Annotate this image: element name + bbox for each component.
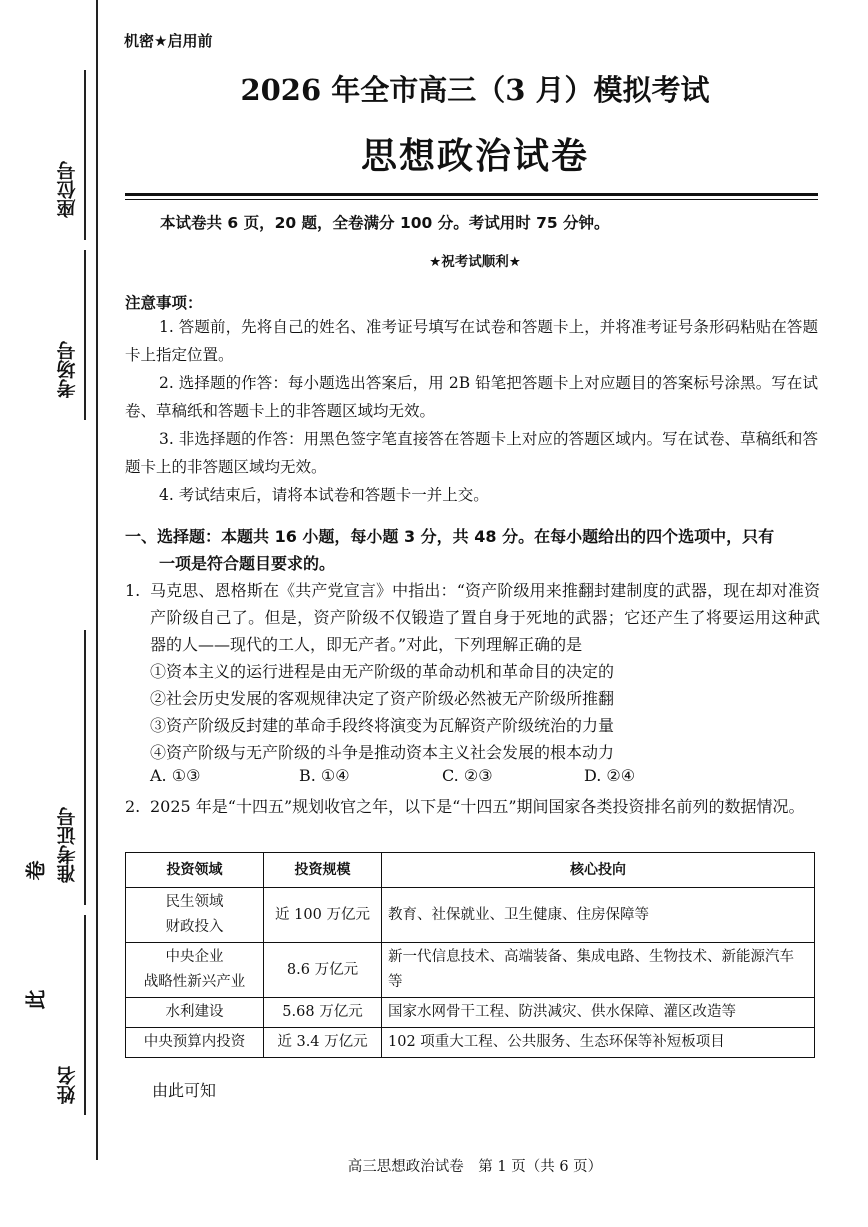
seal-char-ci: 此 [23,989,48,1010]
table-cell-field [126,888,264,943]
question-number: 2. [125,797,141,816]
seal-char-juan: 卷 [23,860,48,881]
field-line: 战略性新兴产业 [143,974,246,990]
confidential-mark: 机密★启用前 [124,32,213,50]
question-2 [125,793,820,820]
seat-number-label: 座位号 [56,161,79,219]
note-item: 2. 选择题的作答：每小题选出答案后，用 2B 铅笔把答题卡上对应题目的答案标号涂黑。写在试卷、草稿纸和答题卡上的非答题区域均无效。 [125,374,818,420]
question-conclusion: 由此可知 [152,1081,217,1100]
table-cell-scale: 8.6 万亿元 [264,943,382,998]
question-number: 1. [125,581,141,600]
exam-title: 2026 年全市高三（3 月）模拟考试 [240,73,710,107]
exam-info: 本试卷共 6 页，20 题，全卷满分 100 分。考试用时 75 分钟。 [160,214,610,232]
table-cell-field: 水利建设 [126,998,264,1028]
good-luck-line: ★祝考试顺利★ [429,254,521,270]
statement-4: ④资产阶级与无产阶级的斗争是推动资本主义社会发展的根本动力 [150,743,615,762]
section-heading-line2: 一项是符合题目要求的。 [159,554,336,573]
option-d: D. ②④ [584,766,636,785]
name-blank [84,915,86,1115]
statement-1: ①资本主义的运行进程是由无产阶级的革命动机和革命目的决定的 [150,662,615,681]
table-cell-focus: 102 项重大工程、公共服务、生态环保等补短板项目 [382,1028,815,1058]
investment-table [125,852,815,1058]
table-header: 投资规模 [264,853,382,888]
section-heading [125,523,820,577]
table-row [126,1028,815,1058]
header-rule-thin [125,199,818,200]
table-cell-scale: 近 3.4 万亿元 [264,1028,382,1058]
table-cell-field [126,943,264,998]
option-a: A. ①③ [150,766,201,785]
option-c: C. ②③ [442,766,493,785]
note-item: 4. 考试结束后，请将本试卷和答题卡一并上交。 [159,486,489,504]
question-1 [125,577,820,658]
binding-line [96,0,98,1160]
exam-room-label: 考场号 [56,341,79,399]
table-cell-field: 中央预算内投资 [126,1028,264,1058]
table-cell-scale: 5.68 万亿元 [264,998,382,1028]
section-heading-line1: 一、选择题：本题共 16 小题，每小题 3 分，共 48 分。在每小题给出的四个选项中，只有 [125,527,775,546]
note-item: 1. 答题前，先将自己的姓名、准考证号填写在试卷和答题卡上，并将准考证号条形码粘贴在答题卡上指定位置。 [125,318,818,364]
table-header: 核心投向 [382,853,815,888]
option-b: B. ①④ [299,766,350,785]
seat-number-blank [84,70,86,240]
exam-room-blank [84,250,86,420]
note-item: 3. 非选择题的作答：用黑色签字笔直接答在答题卡上对应的答题区域内。写在试卷、草稿纸和答题卡上的非答题区域均无效。 [125,430,818,476]
table-cell-focus: 新一代信息技术、高端装备、集成电路、生物技术、新能源汽车等 [382,943,815,998]
field-line: 财政投入 [165,919,224,935]
subject-title: 思想政治试卷 [360,136,589,177]
table-row [126,998,815,1028]
question-stem: 2025 年是“十四五”规划收官之年，以下是“十四五”期间国家各类投资排名前列的数据情况。 [150,797,805,816]
notes-heading: 注意事项： [125,294,203,312]
field-line: 民生领域 [165,894,224,910]
statement-3: ③资产阶级反封建的革命手段终将演变为瓦解资产阶级统治的力量 [150,716,615,735]
notes-list [125,313,818,509]
table-cell-focus: 教育、社保就业、卫生健康、住房保障等 [382,888,815,943]
header-rule-thick [125,193,818,196]
statement-2: ②社会历史发展的客观规律决定了资产阶级必然被无产阶级所推翻 [150,689,615,708]
table-cell-scale: 近 100 万亿元 [264,888,382,943]
table-row [126,888,815,943]
table-header: 投资领域 [126,853,264,888]
table-row [126,943,815,998]
question-stem: 马克思、恩格斯在《共产党宣言》中指出：“资产阶级用来推翻封建制度的武器，现在却对准资产阶级自己了。但是，资产阶级不仅锻造了置自身于死地的武器；它还产生了将要运用这种武器的人——现代的工人，即无产者。”对此，下列理解正确的是 [150,581,820,654]
name-label: 姓名 [56,1066,79,1104]
field-line: 中央企业 [165,949,224,965]
table-cell-focus: 国家水网骨干工程、防洪减灾、供水保障、灌区改造等 [382,998,815,1028]
table-header-row [126,853,815,888]
ticket-number-label: 准考证号 [56,807,79,883]
page-footer: 高三思想政治试卷 第 1 页（共 6 页） [347,1159,603,1175]
ticket-number-blank [84,630,86,905]
